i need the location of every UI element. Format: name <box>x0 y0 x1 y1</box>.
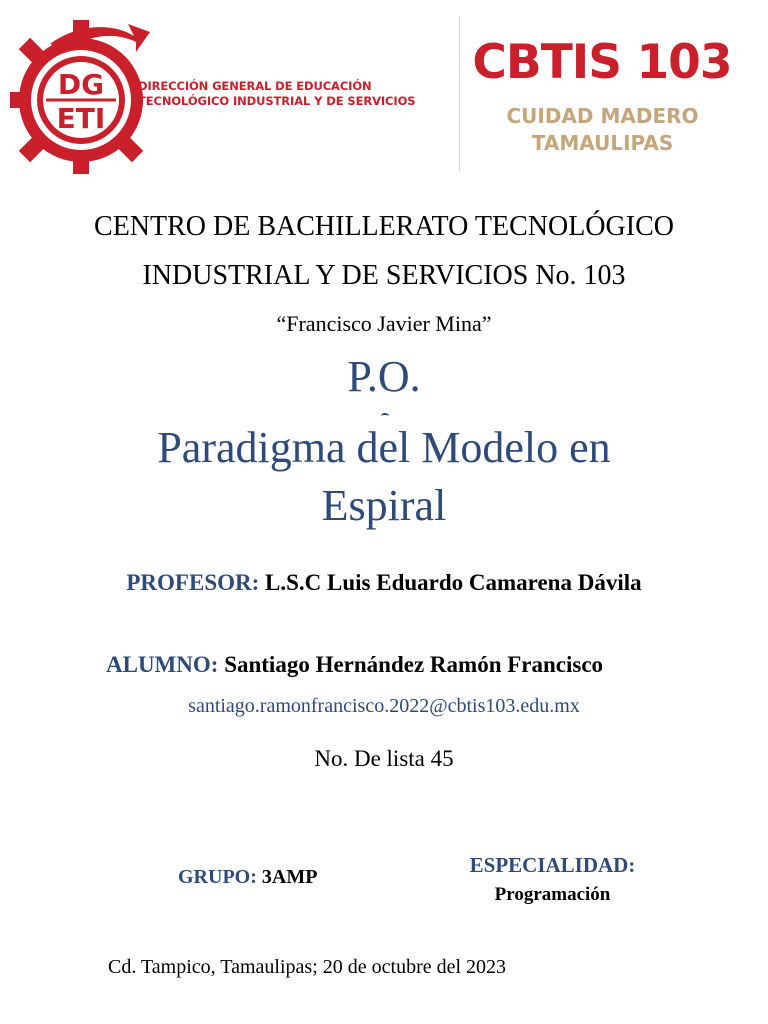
student-email: santiago.ramonfrancisco.2022@cbtis103.edu.mx <box>188 695 580 717</box>
dgeti-name-line2: TECNOLÓGICO INDUSTRIAL Y DE SERVICIOS <box>138 94 416 108</box>
group-value: 3AMP <box>261 866 318 888</box>
institution-name-line1: CENTRO DE BACHILLERATO TECNOLÓGICO <box>94 211 674 242</box>
list-number: No. De lista 45 <box>314 746 454 771</box>
specialty-label: ESPECIALIDAD: <box>469 853 636 877</box>
specialty-value: Programación <box>494 884 611 905</box>
stray-mark <box>381 413 389 419</box>
professor-label: PROFESOR: <box>126 570 260 595</box>
document-title-line2: Espiral <box>321 481 447 530</box>
place-date: Cd. Tampico, Tamaulipas; 20 de octubre del 2023 <box>108 956 507 978</box>
cbtis-title: CBTIS 103 <box>472 35 732 90</box>
dgeti-name <box>138 79 458 109</box>
dgeti-logo <box>10 14 152 174</box>
institution-nickname: “Francisco Javier Mina” <box>276 311 492 336</box>
student-name: Santiago Hernández Ramón Francisco <box>224 652 604 677</box>
document-title-line1: Paradigma del Modelo en <box>157 423 611 472</box>
dgeti-name-line1: DIRECCIÓN GENERAL DE EDUCACIÓN <box>138 79 372 93</box>
cbtis-state: TAMAULIPAS <box>531 131 674 155</box>
subject-code: P.O. <box>347 352 421 401</box>
professor-line <box>0 568 768 598</box>
dgeti-logo-letters-top: DG <box>57 68 105 101</box>
professor-name: L.S.C Luis Eduardo Camarena Dávila <box>265 570 642 595</box>
student-line <box>106 650 603 680</box>
dgeti-logo-letters-bottom: ETI <box>56 102 106 135</box>
group-label: GRUPO: <box>178 866 257 888</box>
group-line <box>178 864 317 890</box>
header-divider <box>459 16 460 172</box>
cbtis-city: CUIDAD MADERO <box>506 104 699 128</box>
institution-name-line2: INDUSTRIAL Y DE SERVICIOS No. 103 <box>142 260 626 291</box>
student-label: ALUMNO: <box>106 652 219 677</box>
